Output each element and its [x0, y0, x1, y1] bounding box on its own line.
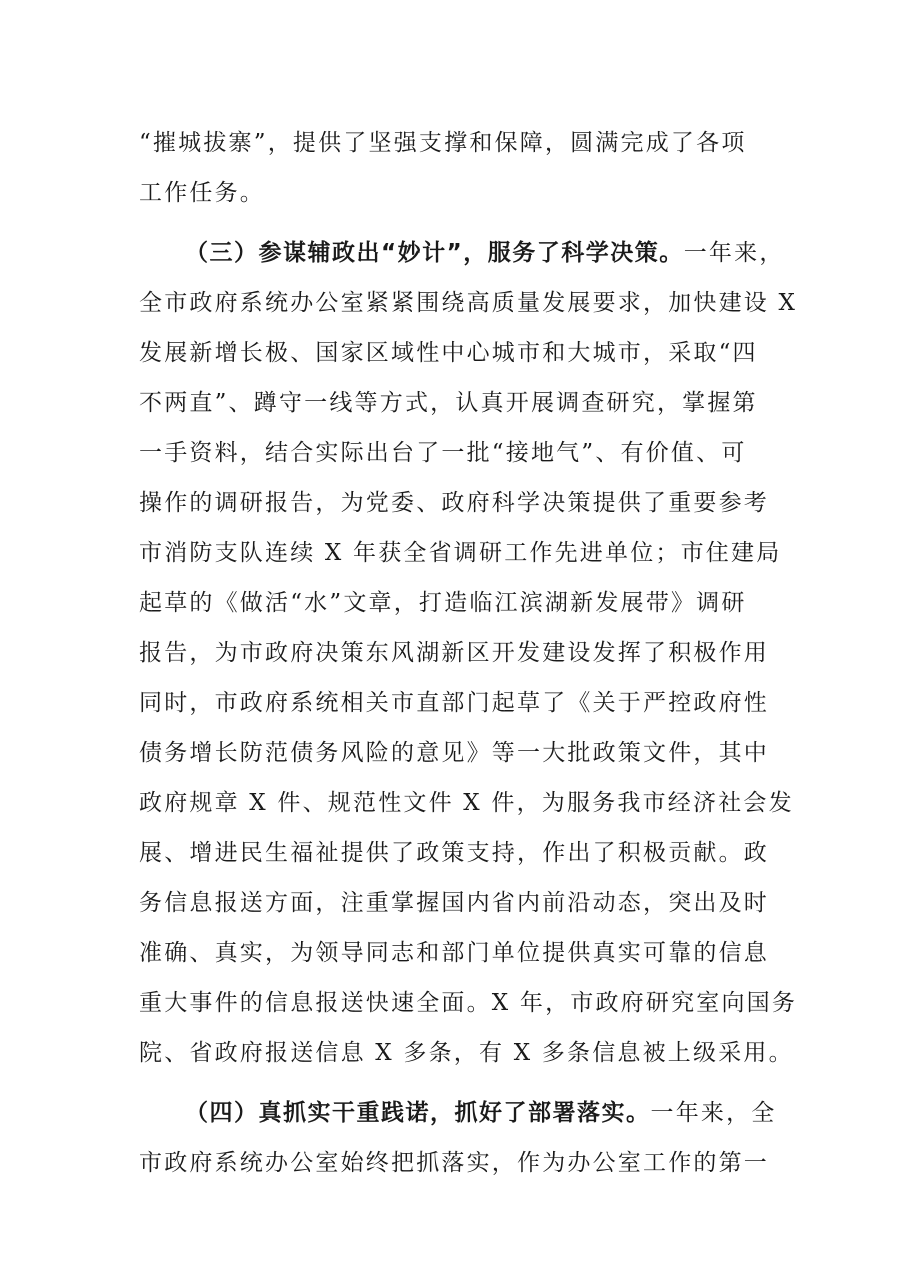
paragraph-line: 全市政府系统办公室紧紧围绕高质量发展要求，加快建设 X [139, 290, 798, 316]
paragraph-line: 市政府系统办公室始终把抓落实，作为办公室工作的第一 [139, 1150, 769, 1176]
paragraph-line: 同时，市政府系统相关市直部门起草了《关于严控政府性 [139, 690, 769, 716]
paragraph-line: 操作的调研报告，为党委、政府科学决策提供了重要参考 [139, 490, 769, 516]
paragraph-line: 院、省政府报送信息 X 多条，有 X 多条信息被上级采用。 [139, 1040, 794, 1066]
paragraph-line: 一年来，全 [650, 1100, 777, 1126]
paragraph-line: 起草的《做活“水”文章，打造临江滨湖新发展带》调研 [139, 590, 747, 616]
paragraph-line: 重大事件的信息报送快速全面。X 年，市政府研究室向国务 [139, 990, 798, 1016]
paragraph-line: 展、增进民生福祉提供了政策支持，作出了积极贡献。政 [139, 840, 769, 866]
paragraph-line: 一手资料，结合实际出台了一批“接地气”、有价值、可 [139, 440, 747, 466]
paragraph-line: “摧城拔寨”，提供了坚强支撑和保障，圆满完成了各项 [139, 130, 747, 156]
section-three-first-line [185, 237, 825, 269]
paragraph-line: 准确、真实，为领导同志和部门单位提供真实可靠的信息 [139, 940, 769, 966]
paragraph-line: 工作任务。 [139, 180, 265, 206]
section-three-heading: （三）参谋辅政出“妙计”，服务了科学决策。 [185, 240, 684, 266]
paragraph-line: 债务增长防范债务风险的意见》等一大批政策文件，其中 [139, 740, 769, 766]
paragraph-line: 政府规章 X 件、规范性文件 X 件，为服务我市经济社会发 [139, 790, 794, 816]
paragraph-line: 不两直”、蹲守一线等方式，认真开展调查研究，掌握第 [139, 390, 758, 416]
paragraph-line: 报告，为市政府决策东风湖新区开发建设发挥了积极作用 [139, 640, 769, 666]
paragraph-line: 市消防支队连续 X 年获全省调研工作先进单位；市住建局 [139, 540, 782, 566]
section-four-heading: （四）真抓实干重践诺，抓好了部署落实。 [185, 1100, 651, 1126]
paragraph-line: 务信息报送方面，注重掌握国内省内前沿动态，突出及时 [139, 890, 769, 916]
section-four-first-line [185, 1097, 825, 1129]
paragraph-line: 发展新增长极、国家区域性中心城市和大城市，采取“四 [139, 340, 758, 366]
paragraph-line: 一年来， [683, 240, 785, 266]
